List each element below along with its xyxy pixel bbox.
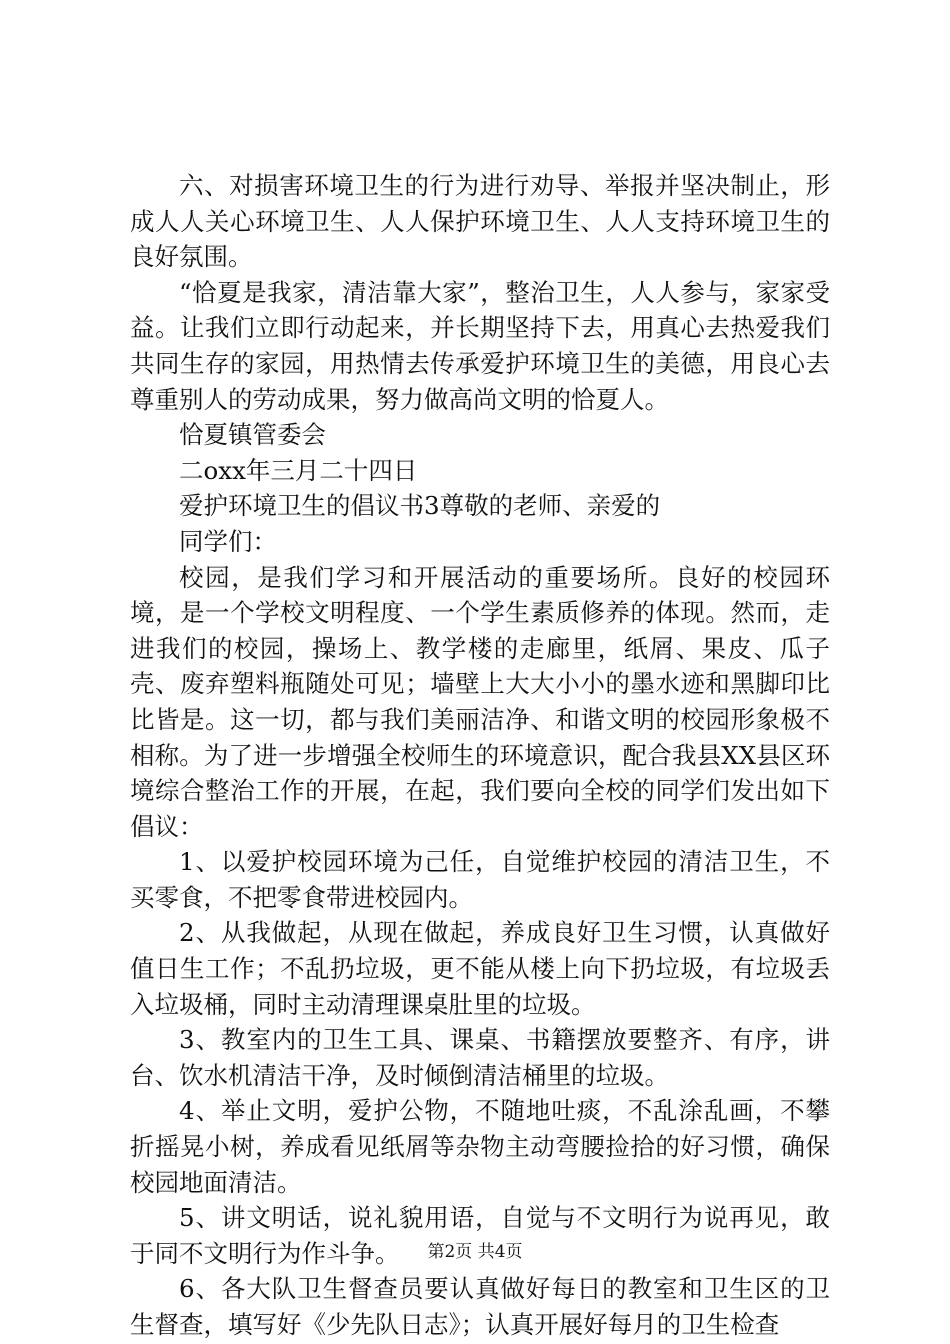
paragraph-item-1: 1、以爱护校园环境为己任，自觉维护校园的清洁卫生，不买零食，不把零食带进校园内。 <box>130 847 830 912</box>
paragraph-item-6: 6、各大队卫生督查员要认真做好每日的教室和卫生区的卫生督查，填写好《少先队日志》；认真开展好每月的卫生检查 <box>130 1274 830 1339</box>
salutation: 同学们： <box>179 526 277 556</box>
paragraph-introduction: 校园，是我们学习和开展活动的重要场所。良好的校园环境，是一个学校文明程度、一个学生素质修养的体现。然而，走进我们的校园，操场上、教学楼的走廊里，纸屑、果皮、瓜子壳、废弃塑料瓶随处可见；墙壁上大大小小的墨水迹和黑脚印比比皆是。这一切，都与我们美丽洁净、和谐文明的校园形象极不相称。为了进一步增强全校师生的环境意识，配合我县XX县区环境综合整治工作的开展，在起，我们要向全校的同学们发出如下倡议： <box>130 562 830 841</box>
document-body <box>130 168 830 1343</box>
section-title-proposal-3: 爱护环境卫生的倡议书3尊敬的老师、亲爱的 <box>179 491 661 521</box>
paragraph-call-to-action: “恰夏是我家，清洁靠大家”，整治卫生，人人参与，家家受益。让我们立即行动起来，并长期坚持下去，用真心去热爱我们共同生存的家园，用热情去传承爱护环境卫生的美德，用良心去尊重别人的劳动成果，努力做高尚文明的恰夏人。 <box>130 277 830 414</box>
paragraph-item-4: 4、举止文明，爱护公物，不随地吐痰，不乱涂乱画，不攀折摇晃小树，养成看见纸屑等杂物主动弯腰捡拾的好习惯，确保校园地面清洁。 <box>130 1096 830 1197</box>
page-number-footer: 第2页 共4页 <box>427 1242 523 1262</box>
paragraph-item-3: 3、教室内的卫生工具、课桌、书籍摆放要整齐、有序，讲台、饮水机清洁干净，及时倾倒清洁桶里的垃圾。 <box>130 1025 830 1090</box>
signature-organization: 恰夏镇管委会 <box>179 420 326 450</box>
paragraph-item-six: 六、对损害环境卫生的行为进行劝导、举报并坚决制止，形成人人关心环境卫生、人人保护环境卫生、人人支持环境卫生的良好氛围。 <box>130 171 830 272</box>
signature-date: 二oxx年三月二十四日 <box>179 455 418 485</box>
paragraph-item-2: 2、从我做起，从现在做起，养成良好卫生习惯，认真做好值日生工作；不乱扔垃圾，更不能从楼上向下扔垃圾，有垃圾丢入垃圾桶，同时主动清理课桌肚里的垃圾。 <box>130 918 830 1019</box>
paragraph-item-5: 5、讲文明话，说礼貌用语，自觉与不文明行为说再见，敢于同不文明行为作斗争。 <box>130 1203 830 1268</box>
